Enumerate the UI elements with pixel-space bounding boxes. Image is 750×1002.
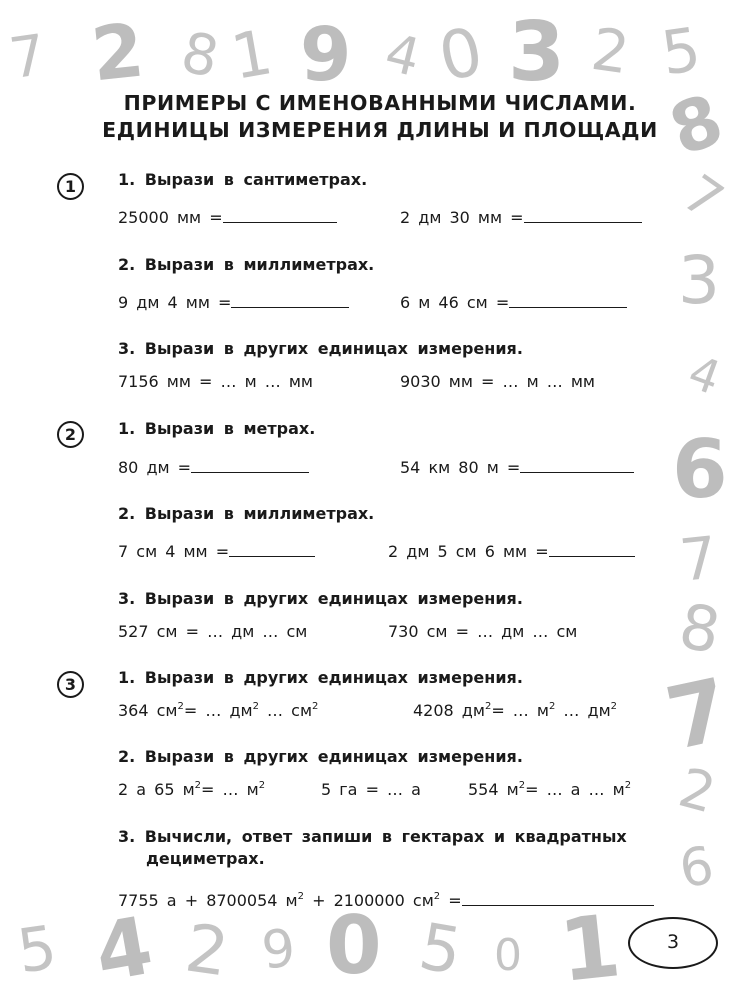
decor-digit: 3 [678,242,720,319]
decor-digit: 1 [225,15,278,94]
expression-row [118,456,309,479]
answer-blank[interactable] [520,456,634,473]
task-instruction: 1. Вырази в сантиметрах. [118,170,368,189]
decor-digit: 2 [672,755,723,826]
decor-digit: 1 [554,896,625,1002]
decor-digit: 2 [87,7,148,99]
exercise-number-badge: 1 [57,173,84,200]
decor-digit: 8 [659,78,734,172]
decor-digit: 7 [671,163,734,233]
decor-digit: 4 [379,22,426,90]
decor-digit: 6 [672,423,728,516]
decor-digit: 9 [300,12,352,98]
task-instruction: 3. Вырази в других единицах измерения. [118,339,523,358]
expression: 9 дм 4 мм = [118,293,232,312]
decor-digit: 4 [681,344,728,406]
decor-digit: 0 [326,899,382,992]
expression: 364 $см^2=$ … $дм^2$ … $см^2$ [118,701,319,720]
expression: 4208 $дм^2=$ … $м^2$ … $дм^2$ [413,701,618,720]
task-instruction: 3. Вычисли, ответ запиши в гектарах и квадратных [118,827,627,846]
answer-blank[interactable] [549,540,635,557]
exercise-number-badge: 3 [57,671,84,698]
expression: 7 см 4 мм = [118,542,230,561]
decor-digit: 3 [508,5,566,100]
answer-blank[interactable] [231,291,349,308]
decor-digit: 6 [675,835,719,901]
decor-digit: 5 [13,912,61,988]
decor-digit: 0 [432,12,490,97]
expression-row: 7755 а + 8700054 $м^2 + 2100000$ $см^2$ = [118,889,654,912]
expression: 5 га = … а [321,780,421,799]
task-instruction: 1. Вырази в других единицах измерения. [118,668,523,687]
decor-digit: 0 [494,930,522,981]
expression: 2 дм 30 мм = [400,208,524,227]
expression: 25000 мм = [118,208,223,227]
expression: 7156 мм = … м … мм [118,372,313,391]
expression-row [388,540,635,563]
expression: 6 м 46 см = [400,293,510,312]
page-title [90,90,670,144]
decor-digit: 2 [587,14,634,88]
expression-row [118,540,315,563]
title-line-2: ЕДИНИЦЫ ИЗМЕРЕНИЯ ДЛИНЫ И ПЛОЩАДИ [102,118,658,142]
answer-blank[interactable] [223,206,337,223]
expression-row [400,456,634,479]
answer-blank[interactable] [191,456,309,473]
decor-digit: 7 [658,659,738,771]
decor-digit: 5 [413,910,467,990]
expression: 2 а 65 $м^2=$ … $м^2$ [118,780,266,799]
task-instruction: 2. Вырази в миллиметрах. [118,255,375,274]
answer-blank[interactable] [462,889,654,906]
answer-blank[interactable] [509,291,627,308]
decor-digit: 2 [180,909,234,992]
task-instruction: 2. Вырази в миллиметрах. [118,504,375,523]
expression-row [400,291,627,314]
answer-blank[interactable] [524,206,642,223]
decor-digit: 7 [5,22,50,93]
expression: 730 см = … дм … см [388,622,578,641]
expression: 2 дм 5 см 6 мм = [388,542,549,561]
expression: 527 см = … дм … см [118,622,308,641]
decor-digit: 8 [175,20,225,92]
expression-row [118,206,337,229]
decor-digit: 4 [88,898,160,1001]
decor-digit: 9 [258,918,299,982]
task-instruction-continued: дециметрах. [146,849,265,868]
task-instruction: 1. Вырази в метрах. [118,419,316,438]
task-instruction: 2. Вырази в других единицах измерения. [118,747,523,766]
decor-digit: 8 [674,589,726,668]
answer-blank[interactable] [229,540,315,557]
expression: 9030 мм = … м … мм [400,372,595,391]
task-instruction: 3. Вырази в других единицах измерения. [118,589,523,608]
expression-row [118,291,349,314]
decor-digit: 7 [676,523,721,595]
exercise-number-badge: 2 [57,421,84,448]
page-number: 3 [628,917,718,969]
expression: 80 дм = [118,458,192,477]
expression: 54 км 80 м = [400,458,521,477]
title-line-1: ПРИМЕРЫ С ИМЕНОВАННЫМИ ЧИСЛАМИ. [123,91,637,115]
expression-row [400,206,642,229]
decor-digit: 5 [657,14,705,90]
expression: 554 $м^2=$ … а … $м^2$ [468,780,632,799]
